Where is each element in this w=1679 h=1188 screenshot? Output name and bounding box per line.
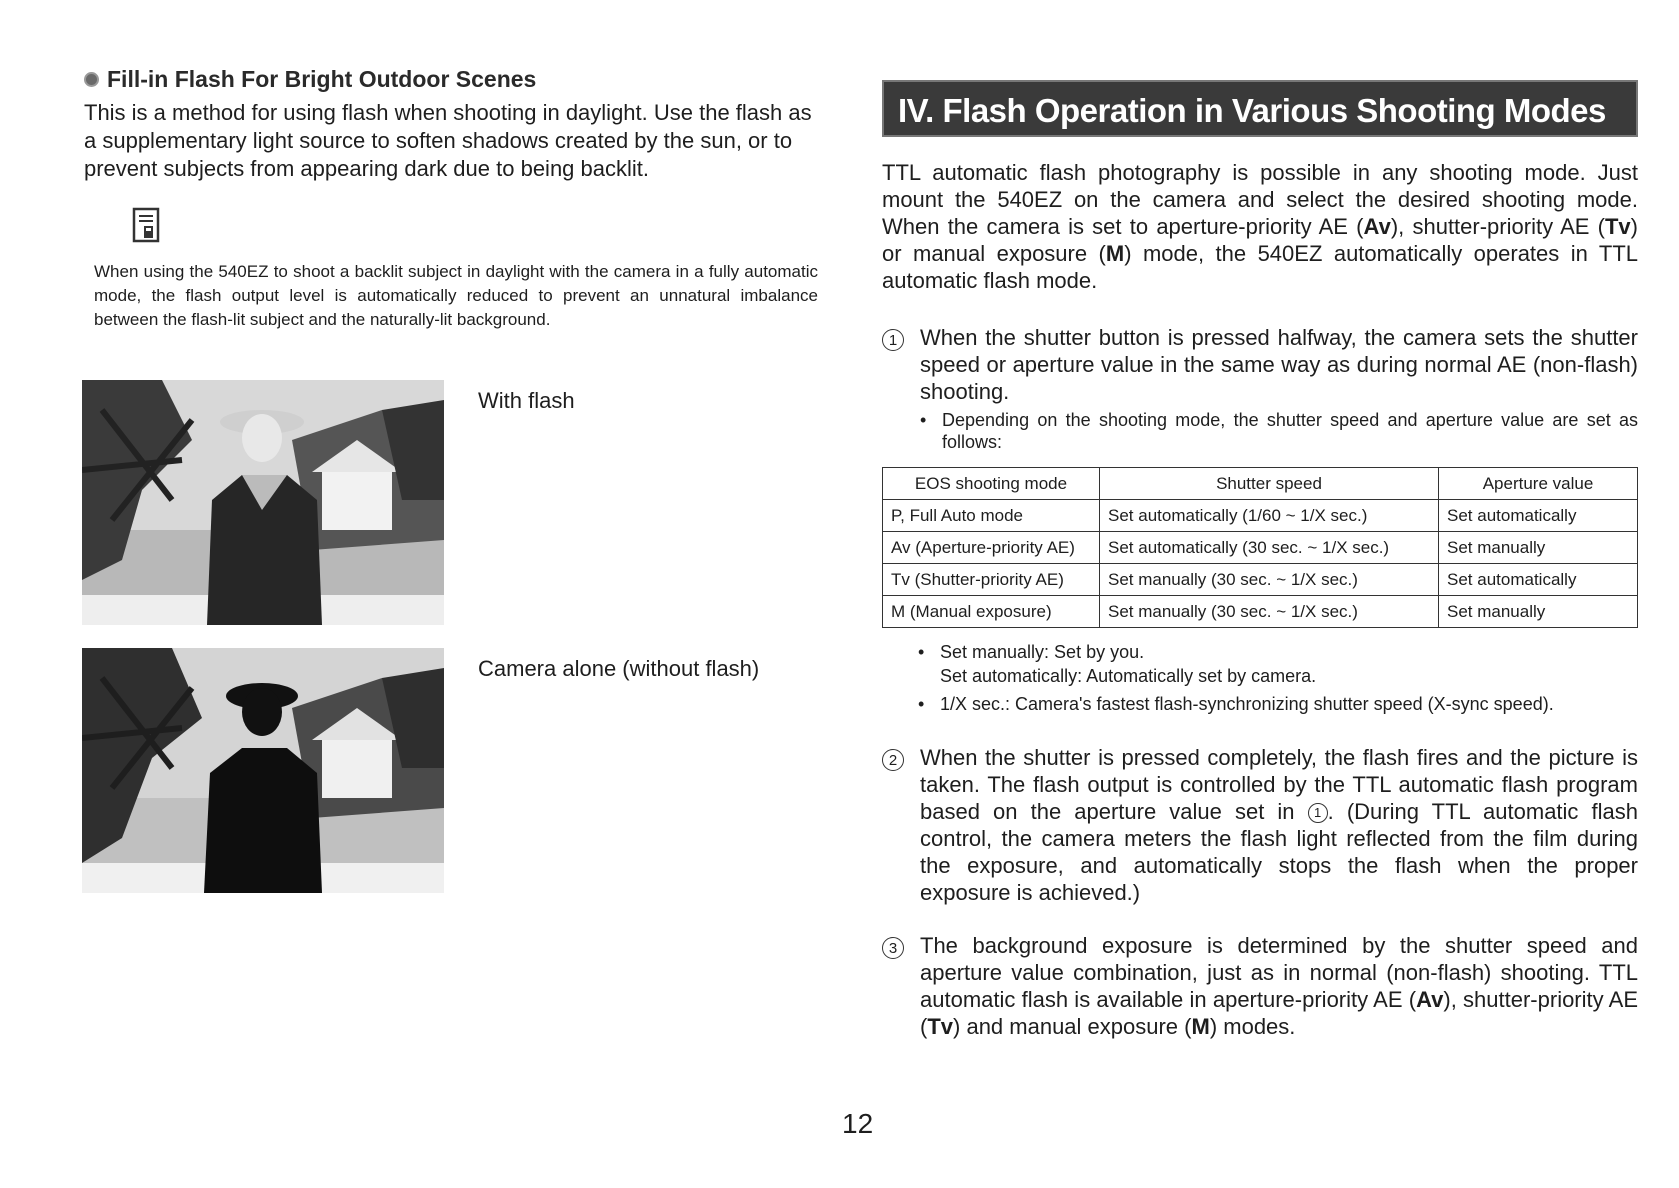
table-note-2-text: 1/X sec.: Camera's fastest flash-synchronizing shutter speed (X-sync speed).	[940, 694, 1554, 714]
step-1	[882, 324, 1638, 453]
note-icon	[132, 207, 160, 243]
table-cell: M (Manual exposure)	[883, 596, 1100, 628]
step-2-text	[920, 744, 1638, 906]
photo-without-flash	[82, 648, 444, 893]
step-1-bullet-text: Depending on the shooting mode, the shutter speed and aperture value are set as follows:	[942, 410, 1638, 452]
step-2-text-a: When the shutter is pressed completely, the flash fires and the picture is taken. The flash output is controlled by the TTL automatic flash program based on the aperture value set in	[920, 745, 1638, 824]
table-cell: Set automatically	[1439, 564, 1638, 596]
step-3-m: M	[1191, 1014, 1210, 1039]
table-cell: Set manually	[1439, 532, 1638, 564]
step-3-text-c: ) and manual exposure (	[953, 1014, 1192, 1039]
step-3-text-b: ), shutter-priority AE (	[920, 987, 1639, 1039]
step-3-av: Av	[1416, 987, 1444, 1012]
step-1-bullet: • Depending on the shooting mode, the shutter speed and aperture value are set as follows:	[920, 410, 1638, 452]
step-2-number: 2	[882, 749, 904, 771]
step-2	[882, 744, 1638, 906]
table-header-row	[883, 468, 1638, 500]
step-3-text-d: ) modes.	[1209, 1014, 1296, 1039]
table-cell: Av (Aperture-priority AE)	[883, 532, 1100, 564]
section-bullet-icon	[84, 72, 99, 87]
table-note-2: • 1/X sec.: Camera's fastest flash-synchronizing shutter speed (X-sync speed).	[918, 694, 1554, 714]
table-row	[883, 500, 1638, 532]
table-note-1-line-2: Set automatically: Automatically set by camera.	[940, 666, 1317, 686]
table-cell: Set automatically (30 sec. ~ 1/X sec.)	[1100, 532, 1439, 564]
step-3-text-a: The background exposure is determined by the shutter speed and aperture value combination, just as in normal (non-flash) shooting. TTL automatic flash is available in aperture-priority AE (	[920, 933, 1638, 1012]
table-header: EOS shooting mode	[883, 468, 1100, 500]
chapter-intro	[882, 159, 1638, 294]
table-cell: Set manually (30 sec. ~ 1/X sec.)	[1100, 596, 1439, 628]
step-3-text	[920, 932, 1638, 1040]
table-notes	[918, 640, 1638, 716]
table-header: Aperture value	[1439, 468, 1638, 500]
table-row	[883, 596, 1638, 628]
table-note-1: • Set manually: Set by you. Set automatically: Automatically set by camera.	[918, 642, 1317, 686]
step-3-tv: Tv	[927, 1014, 954, 1039]
table-note-1-line-1: Set manually: Set by you.	[940, 642, 1145, 662]
left-column	[84, 66, 824, 332]
table-row	[883, 532, 1638, 564]
intro-paragraph: This is a method for using flash when shooting in daylight. Use the flash as a supplementary light source to soften shadows created by the sun, or to prevent subjects from appearing dark due to being backlit.	[84, 100, 812, 181]
table-cell: Set automatically (1/60 ~ 1/X sec.)	[1100, 500, 1439, 532]
table-cell: Set automatically	[1439, 500, 1638, 532]
intro-text-d: ) mode, the 540EZ automatically operates in TTL automatic flash mode.	[882, 241, 1638, 293]
table-cell: Tv (Shutter-priority AE)	[883, 564, 1100, 596]
step-2-ref-number: 1	[1308, 803, 1328, 823]
step-3-number: 3	[882, 937, 904, 959]
intro-av: Av	[1363, 214, 1391, 239]
intro-tv: Tv	[1604, 214, 1631, 239]
shooting-modes-table	[882, 467, 1638, 628]
chapter-banner: IV. Flash Operation in Various Shooting Modes	[882, 80, 1638, 137]
section-title	[84, 66, 824, 93]
table-cell: Set manually (30 sec. ~ 1/X sec.)	[1100, 564, 1439, 596]
note-text: When using the 540EZ to shoot a backlit subject in daylight with the camera in a fully automatic mode, the flash output level is automatically reduced to prevent an unnatural imbalance between the flash-lit subject and the naturally-lit background.	[94, 262, 818, 329]
step-1-number: 1	[882, 329, 904, 351]
page-number: 12	[842, 1108, 874, 1139]
intro-m: M	[1105, 241, 1125, 266]
table-row	[883, 564, 1638, 596]
intro-text-b: ), shutter-priority AE (	[1390, 214, 1605, 239]
step-2-text-b: . (During TTL automatic flash control, the camera meters the flash light reflected from the film during the exposure, and automatically stops the flash when the proper exposure is achieved.)	[920, 799, 1638, 905]
table-cell: Set manually	[1439, 596, 1638, 628]
intro-text-a: TTL automatic flash photography is possible in any shooting mode. Just mount the 540EZ on the camera and select the desired shooting mode. When the camera is set to aperture-priority AE (	[882, 160, 1638, 239]
right-column	[882, 80, 1638, 1040]
intro-text-c: ) or manual exposure (	[882, 214, 1638, 266]
table-header: Shutter speed	[1100, 468, 1439, 500]
step-3	[882, 932, 1638, 1040]
photo-caption-with-flash: With flash	[478, 388, 575, 413]
section-title-text: Fill-in Flash For Bright Outdoor Scenes	[107, 66, 537, 92]
table-cell: P, Full Auto mode	[883, 500, 1100, 532]
step-1-text: When the shutter button is pressed halfway, the camera sets the shutter speed or aperture value in the same way as during normal AE (non-flash) shooting.	[920, 325, 1638, 404]
photo-with-flash	[82, 380, 444, 625]
photo-caption-without-flash: Camera alone (without flash)	[478, 656, 760, 681]
